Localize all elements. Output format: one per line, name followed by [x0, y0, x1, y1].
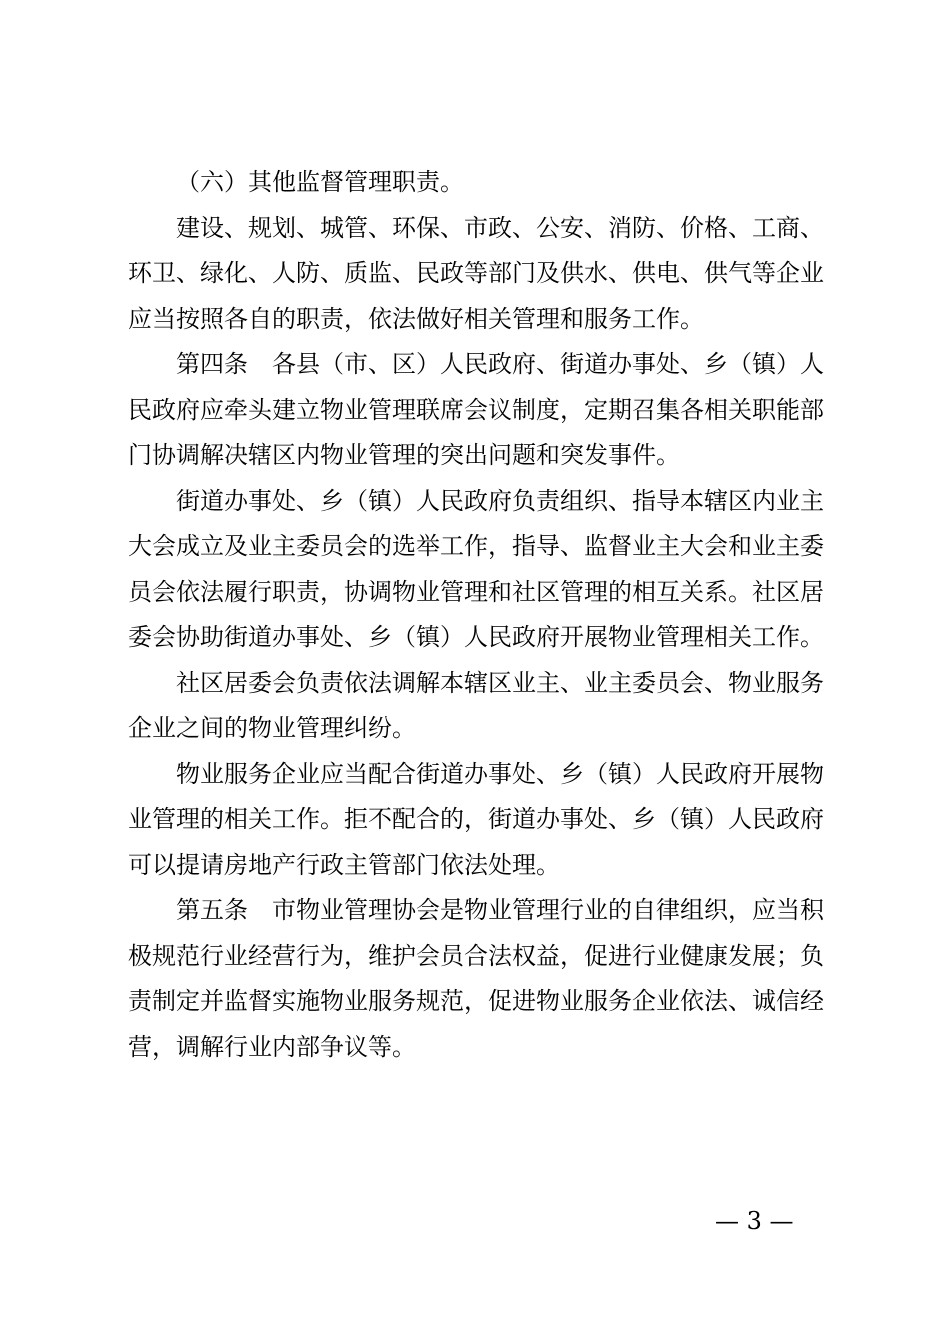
page-number: — 3 — [715, 1207, 794, 1235]
document-body [128, 160, 824, 1070]
paragraph-departments-duties: 建设、规划、城管、环保、市政、公安、消防、价格、工商、环卫、绿化、人防、质监、民政等部门及供水、供电、供气等企业应当按照各自的职责，依法做好相关管理和服务工作。 [128, 213, 824, 333]
paragraph-article-5: 第五条 市物业管理协会是物业管理行业的自律组织，应当积极规范行业经营行为，维护会员合法权益，促进行业健康发展；负责制定并监督实施物业服务规范，促进物业服务企业依法、诚信经营，调解行业内部争议等。 [128, 896, 824, 1061]
paragraph-article-4: 第四条 各县（市、区）人民政府、街道办事处、乡（镇）人民政府应牵头建立物业管理联席会议制度，定期召集各相关职能部门协调解决辖区内物业管理的突出问题和突发事件。 [128, 350, 824, 469]
paragraph-community-committee: 社区居委会负责依法调解本辖区业主、业主委员会、物业服务企业之间的物业管理纠纷。 [128, 668, 824, 742]
paragraph-street-office-duties: 街道办事处、乡（镇）人民政府负责组织、指导本辖区内业主大会成立及业主委员会的选举工作，指导、监督业主大会和业主委员会依法履行职责，协调物业管理和社区管理的相互关系。社区居委会协助街道办事处、乡（镇）人民政府开展物业管理相关工作。 [128, 486, 824, 651]
paragraph-supervision-duties: （六）其他监督管理职责。 [176, 168, 464, 196]
paragraph-property-service-companies: 物业服务企业应当配合街道办事处、乡（镇）人民政府开展物业管理的相关工作。拒不配合的，街道办事处、乡（镇）人民政府可以提请房地产行政主管部门依法处理。 [128, 759, 824, 879]
